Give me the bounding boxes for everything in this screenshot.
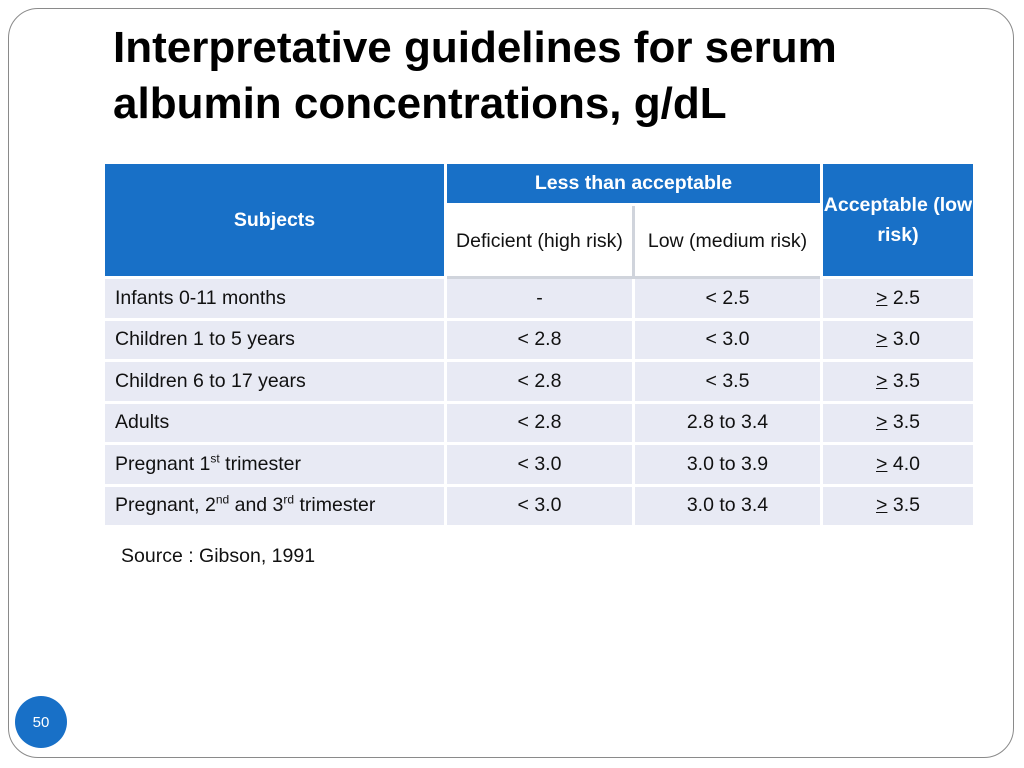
subject-text: Pregnant 1 (115, 452, 211, 475)
cell-subject (104, 485, 446, 527)
greater-or-equal-symbol: > (876, 369, 888, 392)
cell-deficient: < 3.0 (446, 444, 634, 486)
cell-acceptable (822, 402, 975, 444)
table-row (104, 278, 975, 320)
page-number-badge: 50 (15, 696, 67, 748)
table-row (104, 485, 975, 527)
header-deficient: Deficient (high risk) (446, 205, 634, 278)
table-row (104, 402, 975, 444)
cell-deficient: < 2.8 (446, 402, 634, 444)
greater-or-equal-symbol: > (876, 286, 888, 309)
cell-deficient: < 3.0 (446, 485, 634, 527)
cell-acceptable (822, 278, 975, 320)
albumin-table-container (102, 161, 976, 528)
cell-subject (104, 444, 446, 486)
cell-subject: Children 1 to 5 years (104, 319, 446, 361)
ordinal-suffix: rd (283, 492, 295, 507)
ordinal-suffix: st (210, 451, 220, 466)
acceptable-value: 3.5 (892, 411, 920, 434)
cell-subject: Adults (104, 402, 446, 444)
header-less-than-acceptable: Less than acceptable (446, 163, 822, 205)
greater-or-equal-symbol: > (876, 328, 888, 351)
slide-title: Interpretative guidelines for serum albumin concentrations, g/dL (113, 23, 837, 128)
header-subjects: Subjects (104, 163, 446, 278)
subject-text: and 3 (229, 494, 284, 517)
greater-or-equal-symbol: > (876, 411, 888, 434)
cell-acceptable (822, 319, 975, 361)
greater-or-equal-symbol: > (876, 494, 888, 517)
source-citation: Source : Gibson, 1991 (121, 545, 316, 567)
albumin-guidelines-table (102, 161, 976, 528)
table-body (104, 278, 975, 527)
acceptable-value: 3.0 (892, 328, 920, 351)
cell-subject: Infants 0-11 months (104, 278, 446, 320)
subject-text: Pregnant, 2 (115, 494, 216, 517)
cell-low: < 3.0 (634, 319, 822, 361)
acceptable-value: 4.0 (892, 452, 920, 475)
cell-low: 3.0 to 3.4 (634, 485, 822, 527)
table-row (104, 444, 975, 486)
cell-low: < 2.5 (634, 278, 822, 320)
cell-deficient: < 2.8 (446, 361, 634, 403)
acceptable-value: 2.5 (892, 286, 920, 309)
subject-text: trimester (219, 452, 302, 475)
greater-or-equal-symbol: > (876, 452, 888, 475)
cell-acceptable (822, 361, 975, 403)
cell-low: 3.0 to 3.9 (634, 444, 822, 486)
cell-low: < 3.5 (634, 361, 822, 403)
acceptable-value: 3.5 (892, 369, 920, 392)
cell-deficient: - (446, 278, 634, 320)
acceptable-value: 3.5 (892, 494, 920, 517)
cell-deficient: < 2.8 (446, 319, 634, 361)
ordinal-suffix: nd (215, 492, 230, 507)
subject-text: trimester (294, 494, 376, 517)
table-row (104, 361, 975, 403)
cell-acceptable (822, 485, 975, 527)
header-acceptable: Acceptable (low risk) (822, 163, 975, 278)
table-row (104, 319, 975, 361)
cell-low: 2.8 to 3.4 (634, 402, 822, 444)
cell-acceptable (822, 444, 975, 486)
header-low: Low (medium risk) (634, 205, 822, 278)
cell-subject: Children 6 to 17 years (104, 361, 446, 403)
